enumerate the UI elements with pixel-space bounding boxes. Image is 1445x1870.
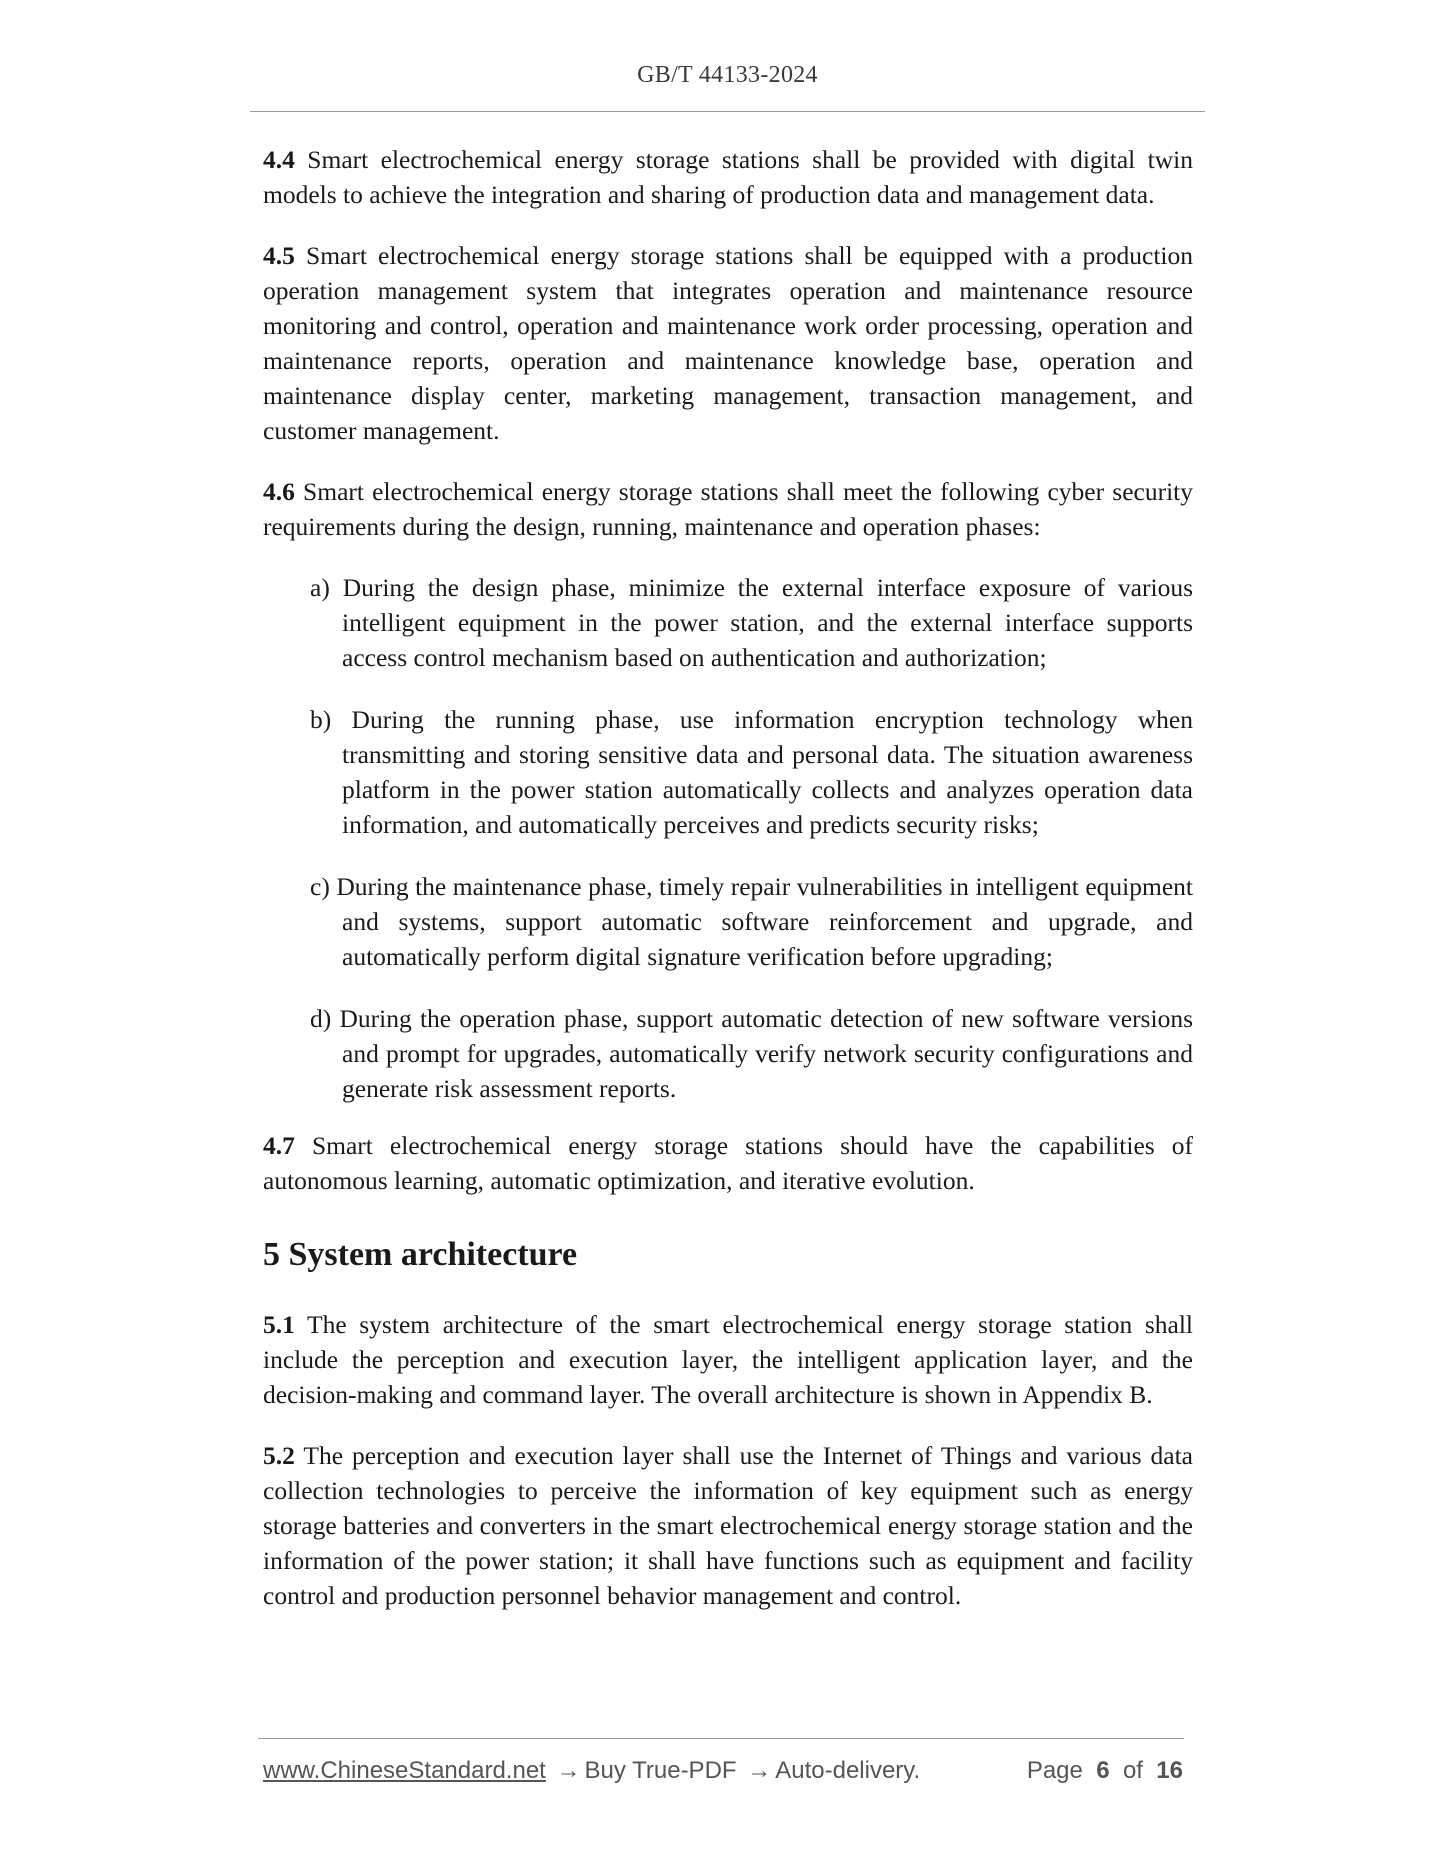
clause-4-4 <box>263 142 1193 212</box>
document-body <box>263 142 1193 1639</box>
clause-number: 4.5 <box>263 241 295 270</box>
page-indicator <box>1027 1757 1183 1785</box>
footer-divider <box>258 1738 1184 1739</box>
list-item-b: b) During the running phase, use information encryption technology when transmitting and storing sensitive data and personal data. The situation awareness platform in the power station automatically collects and analyzes operation data information, and automatically perceives and predicts security risks; <box>310 705 1193 839</box>
arrow-right-icon: → <box>747 1757 772 1784</box>
clause-5-1 <box>263 1307 1193 1412</box>
clause-text: Smart electrochemical energy storage stations should have the capabilities of autonomous learning, automatic optimization, and iterative evolution. <box>263 1131 1193 1195</box>
arrow-right-icon: → <box>556 1757 581 1784</box>
clause-number: 4.6 <box>263 477 295 506</box>
clause-number: 5.1 <box>263 1310 295 1339</box>
clause-text: Smart electrochemical energy storage stations shall be equipped with a production operation management system that integrates operation and maintenance resource monitoring and control, operation and maintenance work order processing, operation and maintenance reports, operation and maintenance knowledge base, operation and maintenance display center, marketing management, transaction management, and customer management. <box>263 241 1193 445</box>
clause-number: 5.2 <box>263 1441 295 1470</box>
buy-pdf-text: Buy True-PDF <box>584 1757 737 1784</box>
website-link[interactable]: www.ChineseStandard.net <box>263 1757 546 1784</box>
clause-text: Smart electrochemical energy storage stations shall be provided with digital twin models to achieve the integration and sharing of production data and management data. <box>263 145 1193 209</box>
section-heading: 5 System architecture <box>263 1236 578 1273</box>
clause-text: Smart electrochemical energy storage stations shall meet the following cyber security requirements during the design, running, maintenance and operation phases: <box>263 477 1193 541</box>
header-divider <box>250 111 1205 112</box>
page-number: 6 <box>1096 1757 1110 1784</box>
page-footer <box>263 1757 1183 1785</box>
page-header: GB/T 44133-2024 <box>637 62 818 88</box>
of-label: of <box>1122 1757 1143 1784</box>
clause-4-7 <box>263 1128 1193 1198</box>
clause-number: 4.7 <box>263 1131 295 1160</box>
clause-4-6 <box>263 474 1193 544</box>
clause-text: The perception and execution layer shall use the Internet of Things and various data collection technologies to perceive the information of key equipment such as energy storage batteries and converters in the smart electrochemical energy storage station and the information of the power station; it shall have functions such as equipment and facility control and production personnel behavior management and control. <box>263 1441 1193 1610</box>
list-item-d: d) During the operation phase, support automatic detection of new software versions and prompt for upgrades, automatically verify network security configurations and generate risk assessment reports. <box>310 1004 1193 1103</box>
page-total: 16 <box>1156 1757 1183 1784</box>
clause-5-2 <box>263 1438 1193 1613</box>
clause-text: The system architecture of the smart electrochemical energy storage station shall include the perception and execution layer, the intelligent application layer, and the decision-making and command layer. The overall architecture is shown in Appendix B. <box>263 1310 1193 1409</box>
list-item-c: c) During the maintenance phase, timely repair vulnerabilities in intelligent equipment and systems, support automatic software reinforcement and upgrade, and automatically perform digital signature verification before upgrading; <box>310 872 1193 971</box>
page-label: Page <box>1026 1757 1083 1784</box>
clause-number: 4.4 <box>263 145 295 174</box>
clause-4-5 <box>263 238 1193 448</box>
auto-delivery-text: Auto-delivery. <box>775 1757 921 1784</box>
list-item-a: a) During the design phase, minimize the external interface exposure of various intelligent equipment in the power station, and the external interface supports access control mechanism based on authentication and authorization; <box>310 573 1193 672</box>
